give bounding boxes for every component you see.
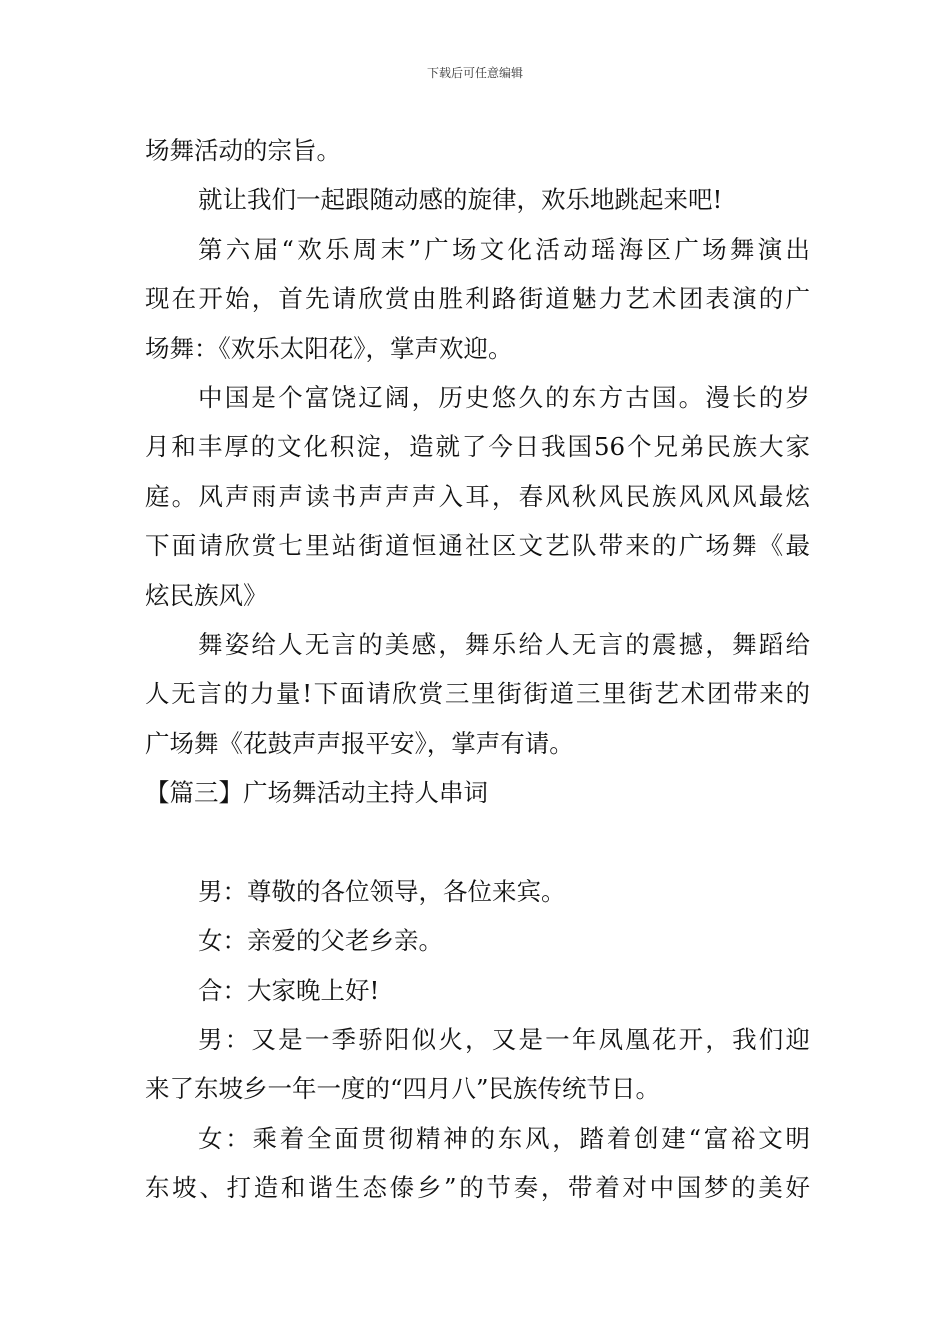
paragraph-line: 就让我们一起跟随动感的旋律，欢乐地跳起来吧! <box>198 185 723 215</box>
paragraph-line: 月和丰厚的文化积淀，造就了今日我国56个兄弟民族大家 <box>145 432 810 462</box>
paragraph-line: 场舞活动的宗旨。 <box>145 136 341 165</box>
paragraph-line: 舞姿给人无言的美感，舞乐给人无言的震撼，舞蹈给 <box>198 629 810 659</box>
dialogue-line: 男：又是一季骄阳似火，又是一年凤凰花开，我们迎 <box>198 1025 810 1055</box>
paragraph-line: 场舞：《欢乐太阳花》，掌声欢迎。 <box>145 333 513 363</box>
paragraph-line: 第六届“欢乐周末”广场文化活动瑶海区广场舞演出 <box>198 234 810 264</box>
dialogue-line: 东坡、打造和谐生态傣乡”的节奏，带着对中国梦的美好 <box>145 1173 810 1203</box>
dialogue-line: 来了东坡乡一年一度的“四月八”民族传统节日。 <box>145 1074 661 1104</box>
dialogue-line: 女：乘着全面贯彻精神的东风，踏着创建“富裕文明 <box>198 1123 810 1153</box>
dialogue-line: 女：亲爱的父老乡亲。 <box>198 926 443 956</box>
paragraph-line: 现在开始，首先请欣赏由胜利路街道魅力艺术团表演的广 <box>145 284 810 314</box>
section-heading: 【篇三】广场舞活动主持人串词 <box>145 778 488 808</box>
paragraph-line: 庭。风声雨声读书声声声入耳，春风秋风民族风风风最炫 <box>145 481 810 511</box>
document-body <box>145 126 810 1213</box>
paragraph-line: 下面请欣赏七里站街道恒通社区文艺队带来的广场舞《最 <box>145 531 810 561</box>
page-header: 下载后可任意编辑 <box>426 66 523 80</box>
paragraph-line: 人无言的力量!下面请欣赏三里街街道三里街艺术团带来的 <box>145 679 810 709</box>
dialogue-line: 合：大家晚上好! <box>198 975 380 1005</box>
blank-line <box>145 817 810 866</box>
dialogue-line: 男：尊敬的各位领导，各位来宾。 <box>198 876 566 906</box>
paragraph-line: 中国是个富饶辽阔，历史悠久的东方古国。漫长的岁 <box>198 382 810 412</box>
paragraph-line: 广场舞《花鼓声声报平安》，掌声有请。 <box>145 728 574 758</box>
paragraph-line: 炫民族风》 <box>145 580 268 610</box>
